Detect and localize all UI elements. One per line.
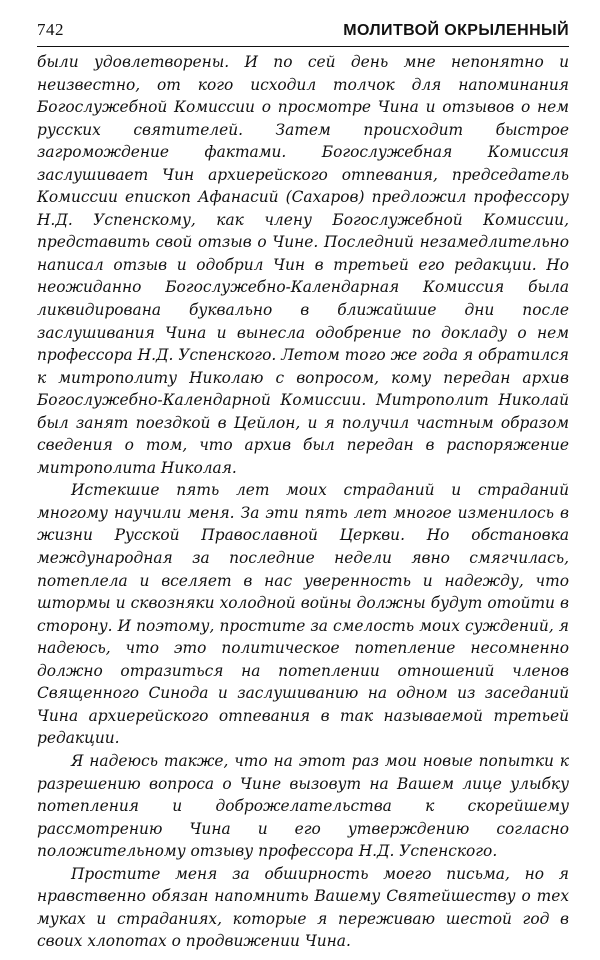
paragraph: Простите меня за обширность моего письма, но я нравственно обязан напомнить Вашему Святейшеству о тех муках и страданиях, которые я переживаю шестой год в своих хлопотах о продвижении Чина. bbox=[37, 864, 569, 951]
book-page bbox=[37, 20, 569, 953]
paragraph-continued: были удовлетворены. И по сей день мне непонятно и неизвестно, от кого исходил толчок для напоминания Богослужебной Комиссии о просмотре Чина и отзывов о нем русских святителей. Затем происходит быстрое загромождение фактами. Богослужебная Комиссия заслушивает Чин архиерейского отпевания, председатель Комиссии епископ Афанасий (Сахаров) предложил профессору Н.Д. Успенскому, как члену Богослужебной Комиссии, представить свой отзыв о Чине. Последний незамедлительно написал отзыв и одобрил Чин в третьей его редакции. Но неожиданно Богослужебно-Календарная Комиссия была ликвидирована буквально в ближайшие дни после заслушивания Чина и вынесла одобрение по докладу о нем профессора Н.Д. Успенского. Летом того же года я обратился к митрополиту Николаю с вопросом, кому передан архив Богослужебно-Календарной Комиссии. Митрополит Николай был занят поездкой в Цейлон, и я получил частным образом сведения о том, что архив был передан в распоряжение митрополита Николая. bbox=[37, 53, 569, 477]
running-title: МОЛИТВОЙ ОКРЫЛЕННЫЙ bbox=[343, 22, 569, 39]
page-number: 742 bbox=[37, 20, 64, 39]
paragraph: Я надеюсь также, что на этот раз мои новые попытки к разрешению вопроса о Чине вызовут на Вашем лице улыбку потепления и доброжелательства к скорейшему рассмотрению Чина и его утверждению согласно положительному отзыву профессора Н.Д. Успенского. bbox=[37, 751, 569, 861]
running-head bbox=[37, 20, 569, 47]
body-text bbox=[37, 51, 569, 953]
paragraph: Истекшие пять лет моих страданий и страданий многому научили меня. За эти пять лет многое изменилось в жизни Русской Православной Церкви. Но обстановка международная за последние недели явно смягчилась, потеплела и вселяет в нас уверенность и надежду, что штормы и сквозняки холодной войны должны будут отойти в сторону. И поэтому, простите за смелость моих суждений, я надеюсь, что это политическое потепление несомненно должно отразиться на потеплении отношений членов Священного Синода и заслушиванию на одном из заседаний Чина архиерейского отпевания в так называемой третьей редакции. bbox=[37, 481, 569, 748]
